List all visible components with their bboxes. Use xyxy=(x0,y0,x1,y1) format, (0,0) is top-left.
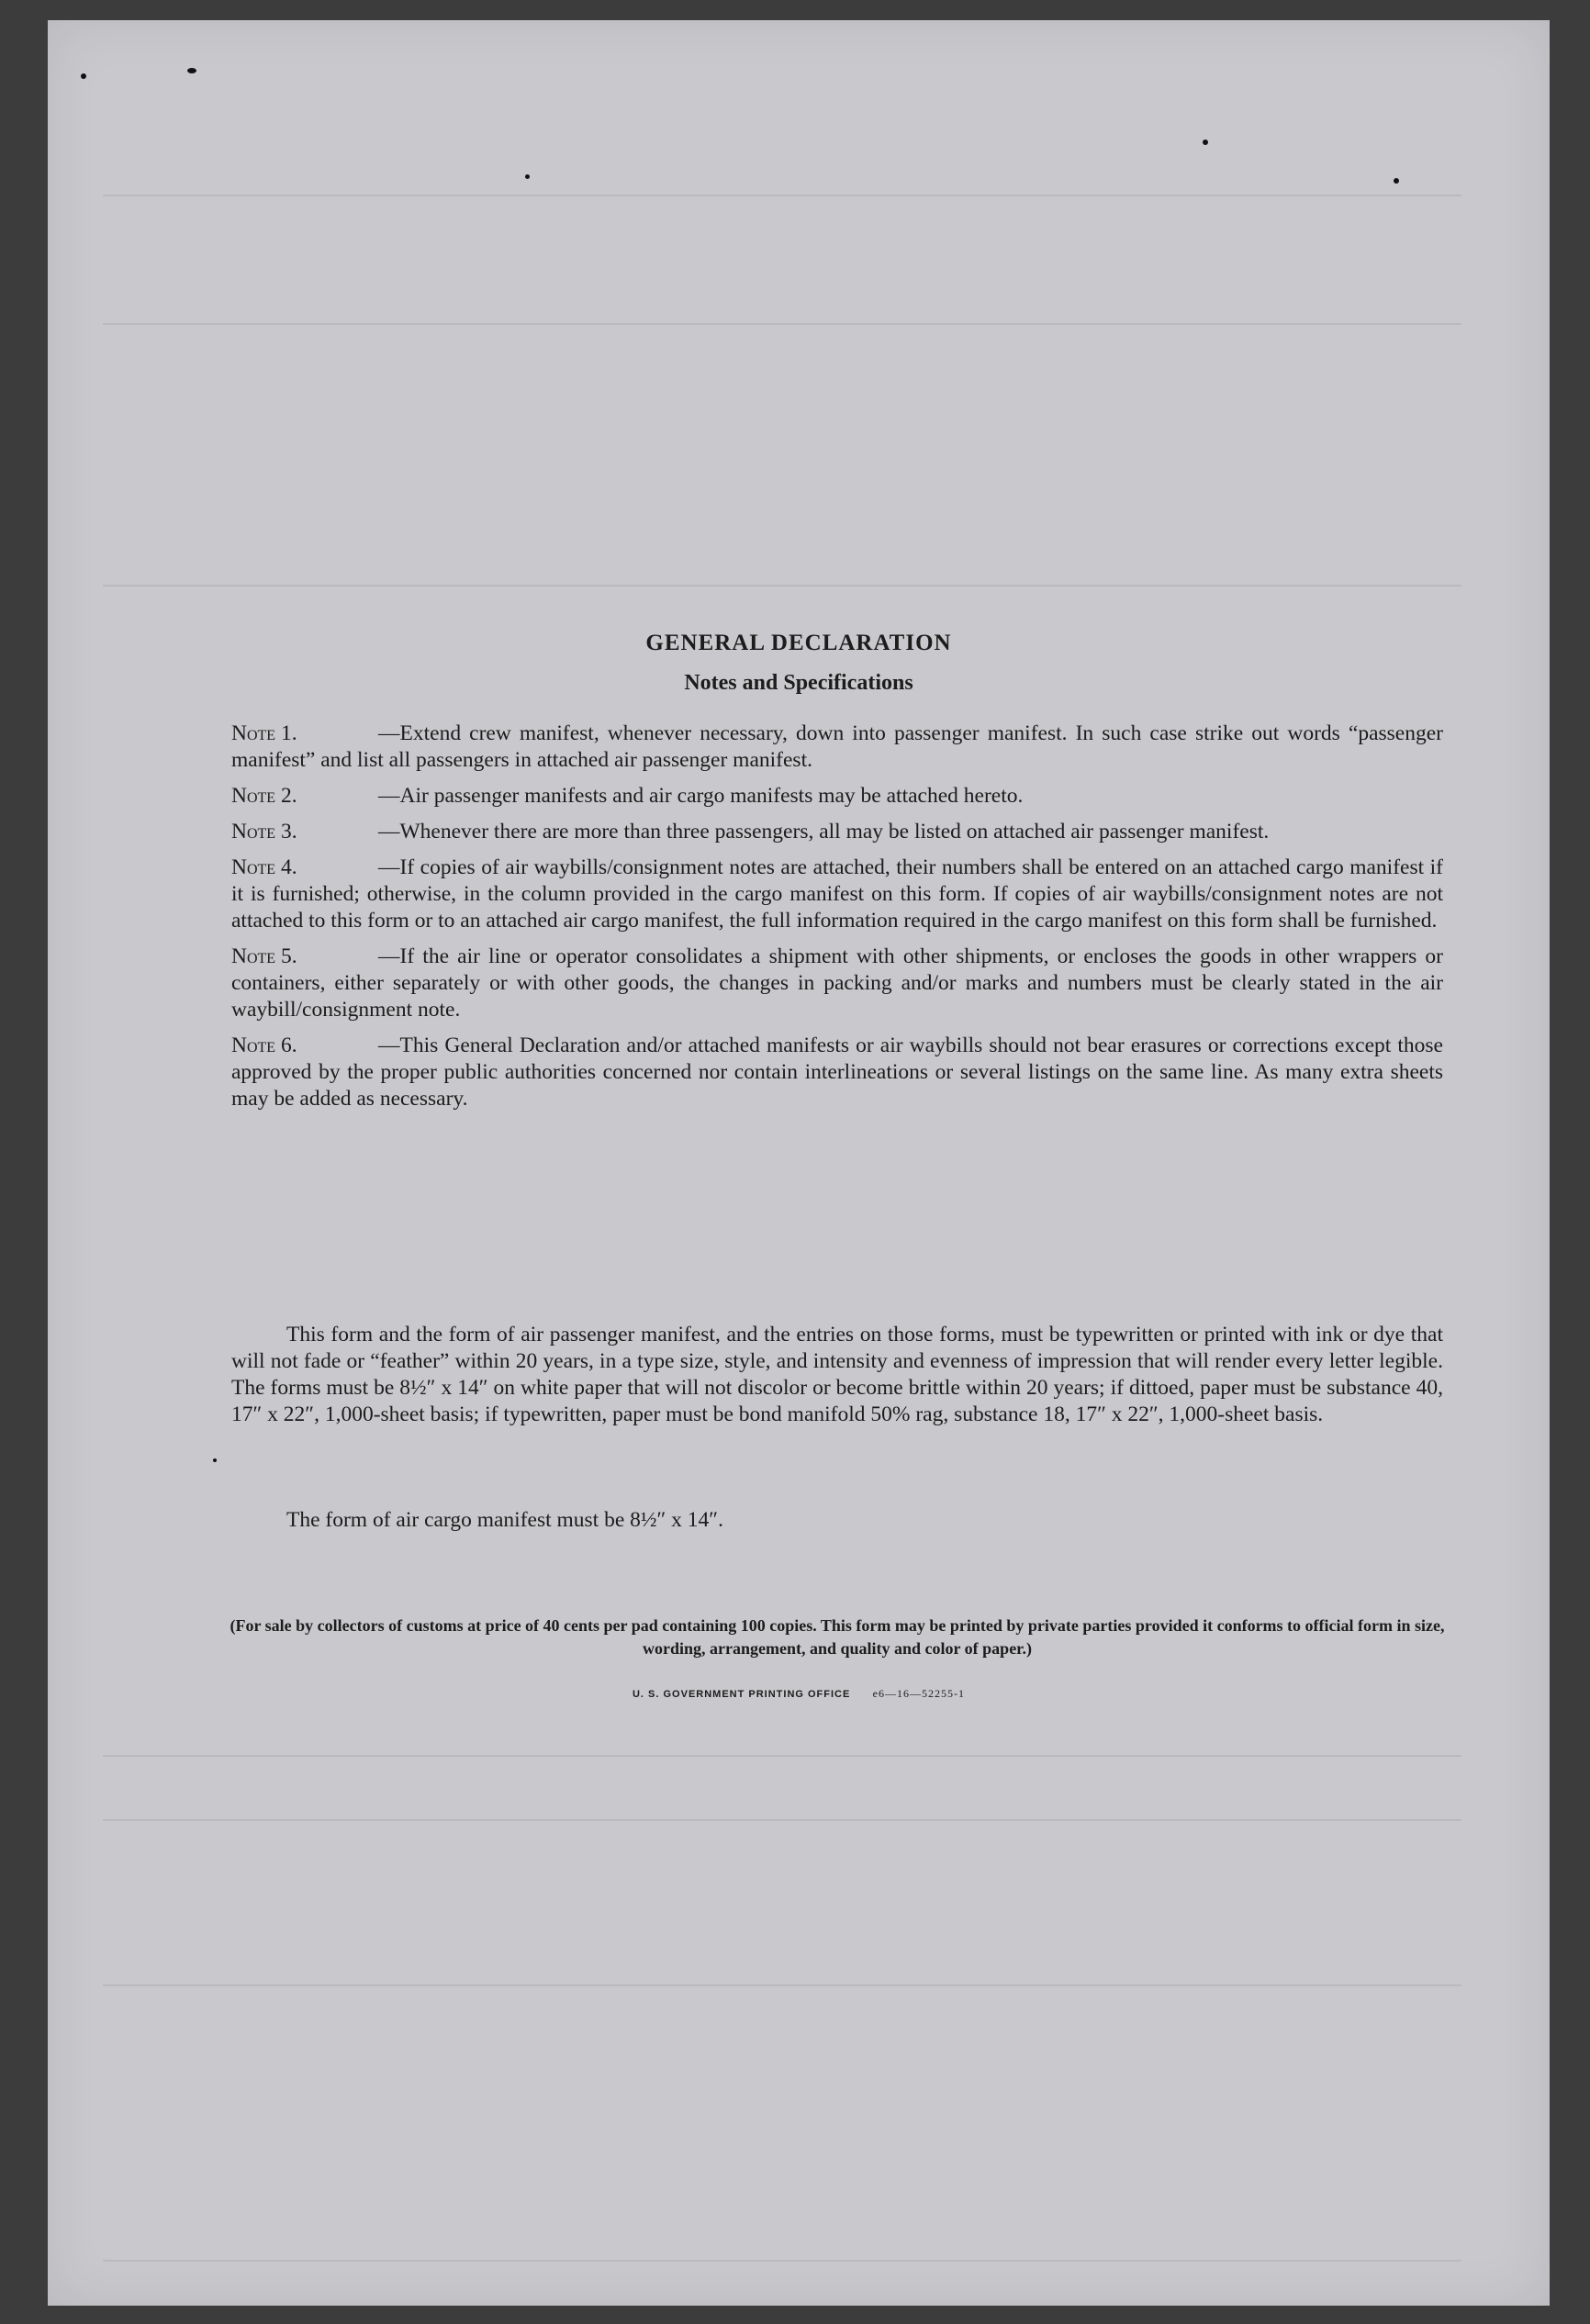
note-1: Note 1. —Extend crew manifest, whenever necessary, down into passenger manifest. In such case strike out words “passenger manifest” and list all passengers in attached air passenger manifest. xyxy=(231,721,1443,772)
bleed-through-line xyxy=(103,585,1461,587)
note-2: Note 2. —Air passenger manifests and air cargo manifests may be attached hereto. xyxy=(231,784,1024,808)
ink-speck xyxy=(187,68,196,73)
bleed-through-line xyxy=(103,1984,1461,1986)
printer-line: U. S. GOVERNMENT PRINTING OFFICE xyxy=(632,1689,851,1700)
bleed-through-line xyxy=(103,1755,1461,1757)
note-label: Note 4. xyxy=(231,855,297,879)
note-label: Note 1. xyxy=(231,721,297,745)
note-label: Note 5. xyxy=(231,944,297,968)
page-subtitle: Notes and Specifications xyxy=(684,671,913,695)
note-text: Whenever there are more than three passengers, all may be listed on attached air passenger manifest. xyxy=(399,820,1270,844)
note-label: Note 2. xyxy=(231,784,297,808)
note-text: If the air line or operator consolidates a shipment with other shipments, or encloses the goods in other wrappers or containers, either separately or with other goods, the changes in packing and/or marks and numbers must be clearly stated in the air waybill/consignment note. xyxy=(231,944,1443,1022)
note-text: Air passenger manifests and air cargo manifests may be attached hereto. xyxy=(399,784,1024,808)
note-label: Note 6. xyxy=(231,1034,297,1057)
note-text: This General Declaration and/or attached manifests or air waybills should not bear erasures or corrections except those approved by the proper public authorities concerned nor contain interlineations or several listings on the same line. As many extra sheets may be added as necessary. xyxy=(231,1034,1443,1111)
note-5: Note 5. —If the air line or operator consolidates a shipment with other shipments, or encloses the goods in other wrappers or containers, either separately or with other goods, the changes in packing and/or marks and numbers must be clearly stated in the air waybill/consignment note. xyxy=(231,944,1443,1022)
note-label: Note 3. xyxy=(231,820,297,844)
ink-speck xyxy=(81,73,86,79)
bleed-through-line xyxy=(103,323,1461,325)
note-4: Note 4. —If copies of air waybills/consignment notes are attached, their numbers shall be entered on an attached cargo manifest if it is furnished; otherwise, in the column provided in the cargo manifest on this form. If copies of air waybills/consignment notes are not attached to this form or to an attached air cargo manifest, the full information required in the cargo manifest on this form shall be furnished. xyxy=(231,855,1443,933)
ink-speck xyxy=(1394,178,1399,184)
ink-speck xyxy=(213,1458,217,1462)
sale-notice: (For sale by collectors of customs at price of 40 cents per pad containing 100 copies. This form may be printed by private parties provided it conforms to official form in size, wording, arrangement, and quality and color of paper.) xyxy=(230,1616,1445,1658)
ink-speck xyxy=(525,174,530,179)
note-6: Note 6. —This General Declaration and/or attached manifests or air waybills should not bear erasures or corrections except those approved by the proper public authorities concerned nor contain interlineations or several listings on the same line. As many extra sheets may be added as necessary. xyxy=(231,1034,1443,1111)
document-page xyxy=(48,20,1550,2306)
bleed-through-line xyxy=(103,1819,1461,1821)
bleed-through-line xyxy=(103,2260,1461,2262)
cargo-manifest-size-paragraph: The form of air cargo manifest must be 8½″ x 14″. xyxy=(286,1508,723,1532)
ink-speck xyxy=(1203,140,1208,145)
specifications-paragraph: This form and the form of air passenger manifest, and the entries on those forms, must be typewritten or printed with ink or dye that will not fade or “feather” within 20 years, in a type size, style, and intensity and evenness of impression that will render every letter legible. The forms must be 8½″ x 14″ on white paper that will not discolor or become brittle within 20 years; if dittoed, paper must be substance 40, 17″ x 22″, 1,000-sheet basis; if typewritten, paper must be bond manifold 50% rag, substance 18, 17″ x 22″, 1,000-sheet basis. xyxy=(231,1323,1443,1426)
notes-list xyxy=(231,721,1443,1122)
note-3: Note 3. —Whenever there are more than three passengers, all may be listed on attached air passenger manifest. xyxy=(231,820,1270,844)
form-code: e6—16—52255-1 xyxy=(872,1687,965,1700)
bleed-through-line xyxy=(103,195,1461,196)
page-title: GENERAL DECLARATION xyxy=(645,631,952,655)
note-text: If copies of air waybills/consignment notes are attached, their numbers shall be entered on an attached cargo manifest if it is furnished; otherwise, in the column provided in the cargo manifest on this form. If copies of air waybills/consignment notes are not attached to this form or to an attached air cargo manifest, the full information required in the cargo manifest on this form shall be furnished. xyxy=(231,855,1443,933)
note-text: Extend crew manifest, whenever necessary, down into passenger manifest. In such case strike out words “passenger manifest” and list all passengers in attached air passenger manifest. xyxy=(231,721,1443,772)
printer-footer xyxy=(48,1687,1550,1701)
